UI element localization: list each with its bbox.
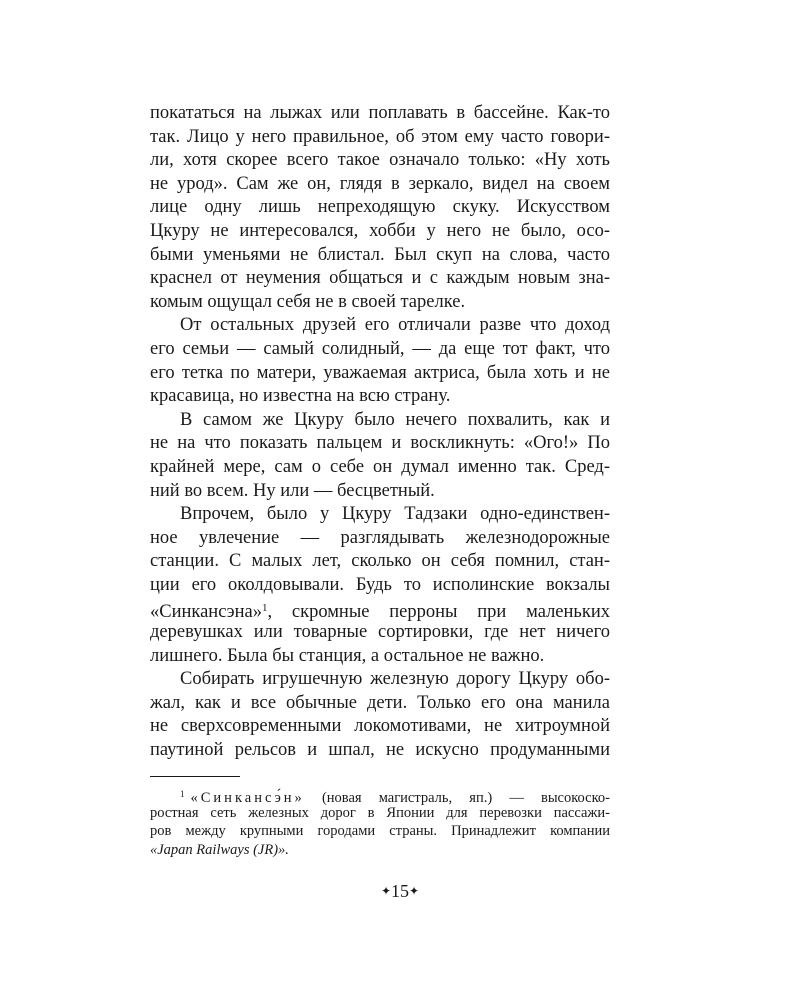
text-line: крайней мере, сам о себе он думал именно так. Сред-	[150, 456, 610, 477]
text-line: ное увлечение — разглядывать железнодорожные	[150, 527, 610, 548]
text-line: Собирать игрушечную железную дорогу Цкуру обо-	[180, 669, 610, 690]
text-line: От остальных друзей его отличали разве что доход	[180, 315, 610, 336]
text-line: так. Лицо у него правильное, об этом ему часто говори-	[150, 126, 610, 147]
text-line: Впрочем, было у Цкуру Тадзаки одно-единствен-	[180, 504, 610, 525]
text-line: В самом же Цкуру было нечего похвалить, как и	[180, 409, 610, 430]
text-line: быми уменьями не блистал. Был скуп на слова, часто	[150, 244, 610, 265]
footnote-reference: 1	[261, 602, 268, 615]
footnote-line1-rest: (новая магистраль, яп.) — высокоско-	[304, 790, 610, 806]
line-head: «Синкансэна»	[150, 602, 262, 623]
footnote-term: «Синкансэ́н»	[190, 790, 305, 806]
text-line: не на что показать пальцем и воскликнуть: «Ого!» По	[150, 433, 610, 454]
line-tail: , скромные перроны при маленьких	[267, 602, 610, 623]
text-line: ли, хотя скорее всего такое означало только: «Ну хоть	[150, 150, 610, 171]
footnote-line: «Japan Railways (JR)».	[150, 841, 289, 858]
main-text	[150, 102, 610, 763]
text-line: не сверхсовременными локомотивами, не хитроумной	[150, 716, 610, 737]
footnote-mark: 1	[180, 789, 185, 799]
text-line: его тетка по матери, уважаемая актриса, была хоть и не	[150, 362, 610, 383]
text-line: красавица, но известна на всю страну.	[150, 386, 451, 407]
page-number: 15	[391, 881, 409, 901]
text-line: не урод». Сам же он, глядя в зеркало, видел на своем	[150, 173, 610, 194]
text-line: жал, как и все обычные дети. Только его она манила	[150, 692, 610, 713]
ornament-right-icon: ✦	[409, 884, 420, 898]
footnote-line: ростная сеть железных дорог в Японии для перевозки пассажи-	[150, 804, 610, 821]
text-line: Цкуру не интересовался, хобби у него не было, осо-	[150, 220, 610, 241]
text-line: комым ощущал себя не в своей тарелке.	[150, 291, 466, 312]
text-line-with-footnote-ref	[150, 597, 610, 621]
text-line: его семьи — самый солидный, — да еще тот факт, что	[150, 338, 610, 359]
text-line: паутиной рельсов и шпал, не искусно продуманными	[150, 740, 610, 761]
text-line: краснел от неумения общаться и с каждым новым зна-	[150, 268, 610, 289]
footnote-divider	[150, 776, 240, 777]
text-line: лице одну лишь непреходящую скуку. Искусством	[150, 197, 610, 218]
footnote-line	[150, 785, 610, 804]
text-line: лишнего. Была бы станция, а остальное не важно.	[150, 645, 545, 666]
text-line: ний во всем. Ну или — бесцветный.	[150, 480, 435, 501]
text-line: деревушках или товарные сортировки, где нет ничего	[150, 622, 610, 643]
page-number-block	[0, 881, 800, 902]
text-line: станции. С малых лет, сколько он себя помнил, стан-	[150, 551, 610, 572]
text-line: покататься на лыжах или поплавать в бассейне. Как-то	[150, 103, 610, 123]
footnote-line: ров между крупными городами страны. Принадлежит компании	[150, 823, 610, 839]
text-line: ции его околдовывали. Будь то исполинские вокзалы	[150, 574, 610, 595]
ornament-left-icon: ✦	[380, 884, 391, 898]
footnote	[150, 785, 610, 859]
